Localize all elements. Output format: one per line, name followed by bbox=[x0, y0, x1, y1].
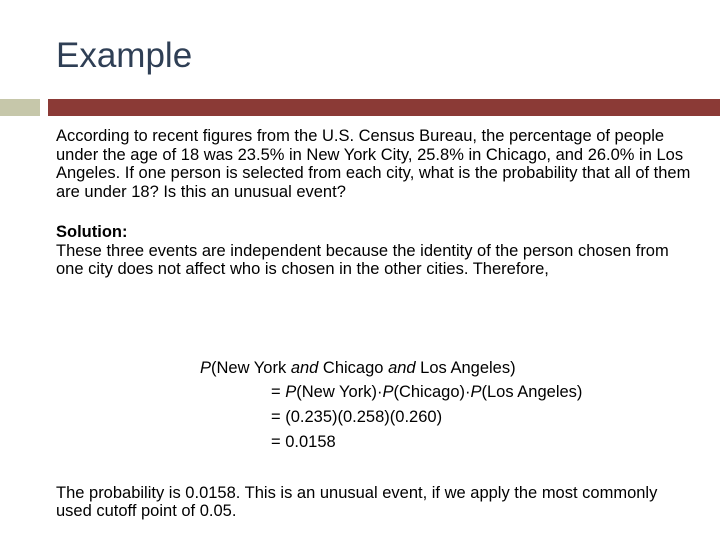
equation-line-4: = 0.0158 bbox=[271, 433, 336, 451]
solution-heading: Solution: bbox=[56, 223, 128, 241]
equation-line-2: = P(New York)·P(Chicago)·P(Los Angeles) bbox=[271, 383, 583, 401]
conclusion-text: The probability is 0.0158. This is an unusual event, if we apply the most commonly used cutoff point of 0.05. bbox=[56, 484, 658, 520]
solution-text: These three events are independent because the identity of the person chosen from one city does not affect who is chosen in the other cities. Therefore, bbox=[56, 241, 669, 278]
equation-line-1: P(New York and Chicago and Los Angeles) bbox=[200, 359, 516, 377]
slide-body bbox=[56, 127, 696, 279]
problem-text: According to recent figures from the U.S. Census Bureau, the percentage of people under the age of 18 was 23.5% in New York City, 25.8% in Chicago, and 26.0% in Los Angeles. If one person is selected from each city, what is the probability that all of them are under 18? Is this an unusual event? bbox=[56, 127, 691, 201]
title-divider-left bbox=[0, 99, 40, 116]
slide-title: Example bbox=[56, 36, 193, 75]
equation-line-3: = (0.235)(0.258)(0.260) bbox=[271, 408, 443, 426]
title-divider-bar bbox=[48, 99, 720, 116]
